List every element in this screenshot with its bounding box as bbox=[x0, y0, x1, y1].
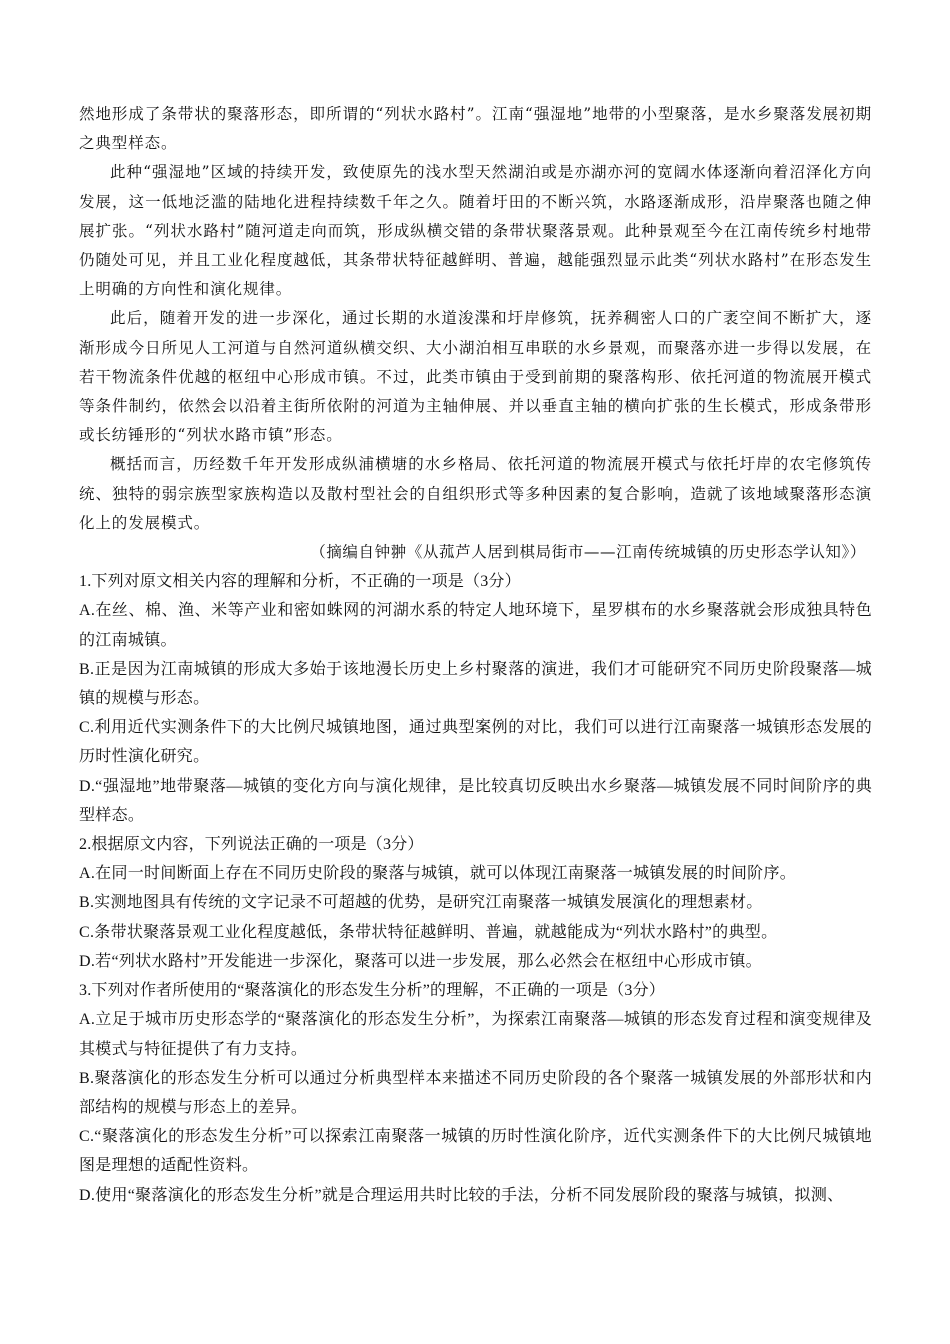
option-b: B.聚落演化的形态发生分析可以通过分析典型样本来描述不同历史阶段的各个聚落一城镇发展的外部形状和内部结构的规模与形态上的差异。 bbox=[79, 1069, 872, 1116]
passage-paragraph-3: 此后，随着开发的进一步深化，通过长期的水道浚渫和圩岸修筑，抚养稠密人口的广袤空间不断扩大，逐渐形成今日所见人工河道与自然河道纵横交织、大小湖泊相互串联的水乡景观，而聚落亦进一步得以发展，在若干物流条件优越的枢纽中心形成市镇。不过，此类市镇由于受到前期的聚落构形、依托河道的物流展开模式等条件制约，依然会以沿着主街所依附的河道为主轴伸展、并以垂直主轴的横向扩张的生长模式，形成条带形或长纺锤形的“列状水路市镇”形态。 bbox=[79, 309, 872, 445]
option-d: D.若“列状水路村”开发能进一步深化，聚落可以进一步发展，那么必然会在枢纽中心形成市镇。 bbox=[79, 952, 762, 970]
option-d: D.“强湿地”地带聚落—城镇的变化方向与演化规律，是比较真切反映出水乡聚落—城镇发展不同时间阶序的典型样态。 bbox=[79, 777, 872, 824]
question-stem: 1.下列对原文相关内容的理解和分析，不正确的一项是（3分） bbox=[79, 573, 521, 591]
option-c: C.“聚落演化的形态发生分析”可以探索江南聚落一城镇的历时性演化阶序，近代实测条件下的大比例尺城镇地图是理想的适配性资料。 bbox=[79, 1128, 872, 1175]
question-2 bbox=[79, 830, 872, 976]
question-3 bbox=[79, 976, 872, 1210]
passage-paragraph-4: 概括而言，历经数千年开发形成纵浦横塘的水乡格局、依托河道的物流展开模式与依托圩岸的农宅修筑传统、独特的弱宗族型家族构造以及散村型社会的自组织形式等多种因素的复合影响，造就了该地域聚落形态演化上的发展模式。 bbox=[79, 455, 872, 532]
option-b: B.正是因为江南城镇的形成大多始于该地漫长历史上乡村聚落的演进，我们才可能研究不同历史阶段聚落—城镇的规模与形态。 bbox=[79, 660, 872, 708]
passage-paragraph-2: 此种“强湿地”区域的持续开发，致使原先的浅水型天然湖泊或是亦湖亦河的宽阔水体逐渐向着沼泽化方向发展，这一低地泛滥的陆地化进程持续数千年之久。随着圩田的不断兴筑，水路逐渐成形，沿岸聚落也随之伸展扩张。“列状水路村”随河道走向而筑，形成纵横交错的条带状聚落景观。此种景观至今在江南传统乡村地带仍随处可见，并且工业化程度越低，其条带状特征越鲜明、普遍，越能强烈显示此类“列状水路村”在形态发生上明确的方向性和演化规律。 bbox=[79, 163, 872, 299]
passage-source: （摘编自钟翀《从菰芦人居到棋局街市——江南传统城镇的历史形态学认知》） bbox=[310, 543, 866, 562]
option-a: A.在丝、棉、渔、米等产业和密如蛛网的河湖水系的特定人地环境下，星罗棋布的水乡聚落就会形成独具特色的江南城镇。 bbox=[79, 602, 872, 649]
option-c: C.利用近代实测条件下的大比例尺城镇地图，通过典型案例的对比，我们可以进行江南聚落一城镇形态发展的历时性演化研究。 bbox=[79, 719, 872, 766]
option-a: A.立足于城市历史形态学的“聚落演化的形态发生分析”，为探索江南聚落—城镇的形态发育过程和演变规律及其模式与特征提供了有力支持。 bbox=[79, 1011, 872, 1058]
option-a: A.在同一时间断面上存在不同历史阶段的聚落与城镇，就可以体现江南聚落一城镇发展的时间阶序。 bbox=[79, 865, 797, 883]
passage-paragraph-1: 然地形成了条带状的聚落形态，即所谓的“列状水路村”。江南“强湿地”地带的小型聚落，是水乡聚落发展初期之典型样态。 bbox=[79, 105, 872, 153]
question-stem: 2.根据原文内容，下列说法正确的一项是（3分） bbox=[79, 836, 424, 854]
question-1 bbox=[79, 567, 872, 830]
option-d: D.使用“聚落演化的形态发生分析”就是合理运用共时比较的手法，分析不同发展阶段的聚落与城镇，拟测、 bbox=[79, 1186, 844, 1204]
option-c: C.条带状聚落景观工业化程度越低，条带状特征越鲜明、普遍，就越能成为“列状水路村”的典型。 bbox=[79, 923, 778, 941]
option-b: B.实测地图具有传统的文字记录不可超越的优势，是研究江南聚落一城镇发展演化的理想素材。 bbox=[79, 894, 763, 912]
question-stem: 3.下列对作者所使用的“聚落演化的形态发生分析”的理解，不正确的一项是（3分） bbox=[79, 982, 666, 1000]
document-page bbox=[79, 100, 872, 1210]
